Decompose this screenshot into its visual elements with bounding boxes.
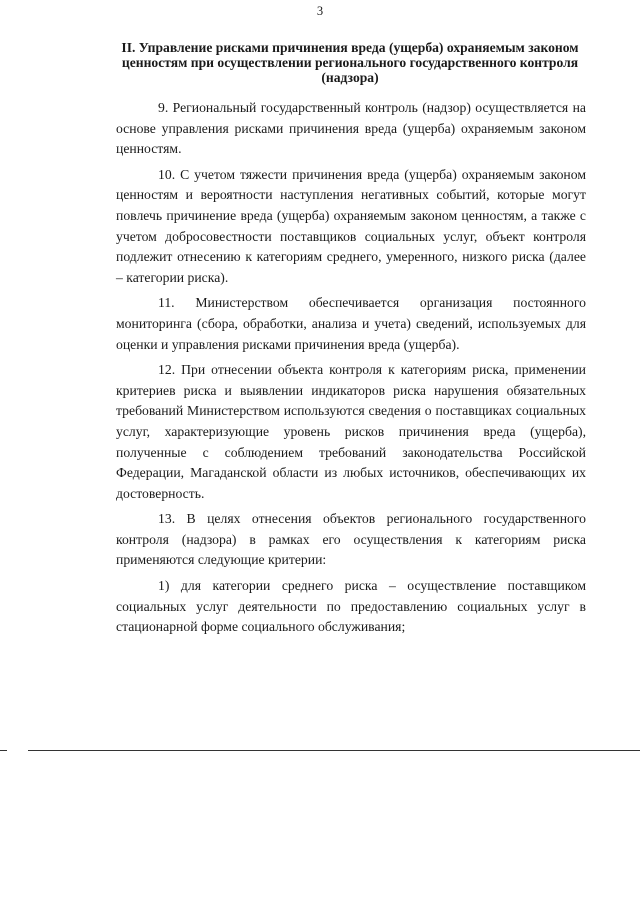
page-number: 3	[316, 4, 324, 18]
paragraph-13: 13. В целях отнесения объектов регионального государственного контроля (надзора) в рамках его осуществления к категориям риска применяются следующие критерии:	[116, 511, 586, 568]
paragraph-10: 10. С учетом тяжести причинения вреда (ущерба) охраняемым законом ценностям и вероятности наступления негативных событий, которые могут повлечь причинение вреда (ущерба) охраняемым законом ценностям, а также с учетом добросовестности поставщиков социальных услуг, объект контроля подлежит отнесению к категориям среднего, умеренного, низкого риска (далее – категории риска).	[116, 166, 586, 285]
footer-divider-main-segment	[28, 750, 640, 751]
document-body	[116, 98, 586, 638]
footer-divider-left-segment	[0, 750, 7, 751]
paragraph-9: 9. Региональный государственный контроль (надзор) осуществляется на основе управления рисками причинения вреда (ущерба) охраняемым законом ценностям.	[116, 100, 586, 157]
paragraph-13-item-1: 1) для категории среднего риска – осуществление поставщиком социальных услуг деятельности по предоставлению социальных услуг в стационарной форме социального обслуживания;	[116, 578, 586, 635]
paragraph-11: 11. Министерством обеспечивается организация постоянного мониторинга (сбора, обработки, анализа и учета) сведений, используемых для оценки и управления рисками причинения вреда (ущерба).	[116, 295, 586, 352]
section-heading: II. Управление рисками причинения вреда (ущерба) охраняемым законом ценностям при осуществлении регионального государственного контроля (надзора)	[121, 40, 579, 85]
paragraph-12: 12. При отнесении объекта контроля к категориям риска, применении критериев риска и выявлении индикаторов риска нарушения обязательных требований Министерством используются сведения о поставщиках социальных услуг, характеризующие уровень рисков причинения вреда (ущерба), полученные с соблюдением требований законодательства Российской Федерации, Магаданской области из любых источников, обеспечивающих их достоверность.	[116, 362, 586, 501]
